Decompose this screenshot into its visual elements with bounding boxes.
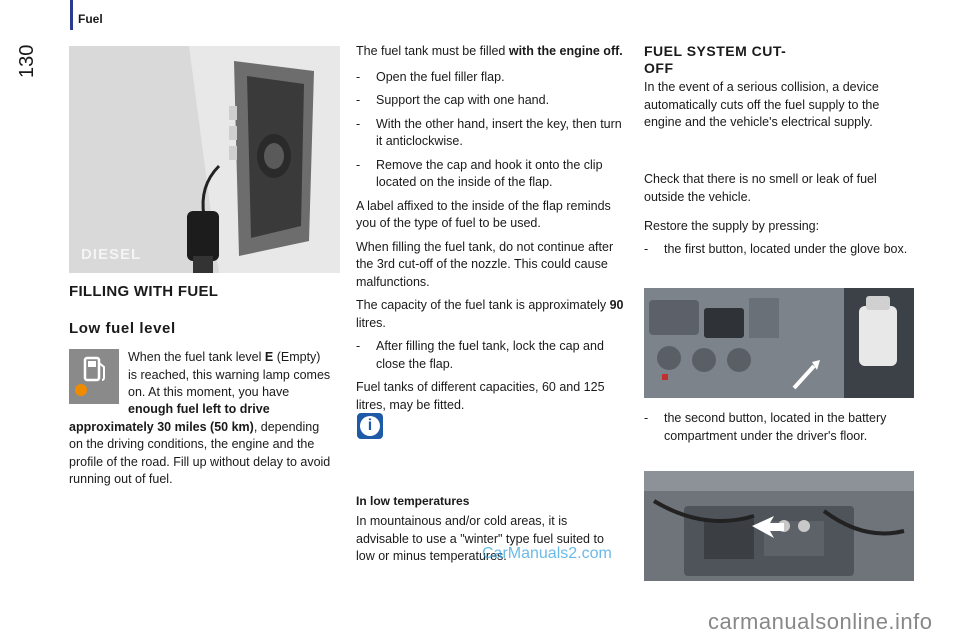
low-fuel-text-a: When the fuel tank level (128, 350, 265, 364)
label-note: A label affixed to the inside of the flap reminds you of the type of fuel to be used. (356, 198, 611, 230)
dashboard-photo (644, 288, 914, 398)
low-fuel-text (69, 349, 331, 402)
step-2: - Support the cap with one hand. (356, 93, 550, 107)
dashboard-illustration (644, 288, 914, 398)
section-title: Fuel (78, 12, 103, 26)
low-fuel-range: enough fuel left to drive approximately 30 miles (50 km) (69, 402, 270, 434)
middle-column (356, 43, 628, 414)
check-leak-text: Check that there is no smell or leak of fuel outside the vehicle. (644, 172, 877, 204)
step-1: - Open the fuel filler flap. (356, 69, 505, 84)
cutoff-description: In the event of a serious collision, a device automatically cuts off the fuel supply to the engine and the vehicle's electrical supply. (644, 80, 880, 129)
low-fuel-text-c: (Empty) is reached, this warning lamp comes on. At this moment, you have (128, 350, 331, 399)
tank-capacities-note: Fuel tanks of different capacities, 60 and 125 litres, may be fitted. (356, 380, 605, 412)
engine-off-bold: with the engine off. (508, 44, 623, 58)
capacity-value: 90 (609, 298, 624, 312)
heading-filling-with-fuel: FILLING WITH FUEL (69, 283, 219, 300)
footer-site: carmanualsonline.info (708, 609, 933, 634)
low-temp-heading: In low temperatures (356, 494, 470, 508)
step-lock-cap: - After filling the fuel tank, lock the cap and close the flap. (356, 339, 604, 371)
info-icon (357, 413, 383, 439)
info-glyph: i (360, 416, 380, 436)
heading-low-fuel-level: Low fuel level (69, 320, 176, 337)
engine-off-text: The fuel tank must be filled (356, 44, 509, 58)
restore-item-1: - the first button, located under the glove box. (644, 242, 908, 256)
restore-supply-text: Restore the supply by pressing: (644, 219, 820, 233)
fuel-filler-illustration (69, 46, 340, 273)
step-4: - Remove the cap and hook it onto the clip located on the inside of the flap. (356, 157, 603, 189)
low-fuel-empty-letter: E (264, 350, 274, 364)
diesel-label: DIESEL (81, 246, 142, 263)
cutoff-note: When filling the fuel tank, do not continue after the 3rd cut-off of the nozzle. This could cause malfunctions. (356, 239, 614, 289)
page-number: 130 (16, 44, 38, 78)
restore-item-2: - the second button, located in the battery compartment under the driver's floor. (644, 411, 887, 443)
watermark: CarManuals2.com (482, 545, 612, 562)
battery-illustration (644, 471, 914, 581)
low-fuel-text-e: , depending on the driving conditions, the engine and the profile of the road. Fill up without delay to avoid running out of fuel. (69, 419, 331, 486)
capacity-note: The capacity of the fuel tank is approximately 90 litres. (356, 298, 624, 330)
fuel-filler-photo (69, 46, 340, 273)
low-temp-text: In mountainous and/or cold areas, it is advisable to use a "winter" type fuel suited to low or minus temperatures. (356, 514, 604, 563)
fuel-system-cutoff-heading: FUEL SYSTEM CUT-OFF (644, 43, 787, 76)
step-3: - With the other hand, insert the key, then turn it anticlockwise. (356, 116, 622, 148)
section-bar (70, 0, 73, 30)
battery-compartment-photo (644, 471, 914, 581)
low-fuel-text-continued (69, 401, 331, 489)
